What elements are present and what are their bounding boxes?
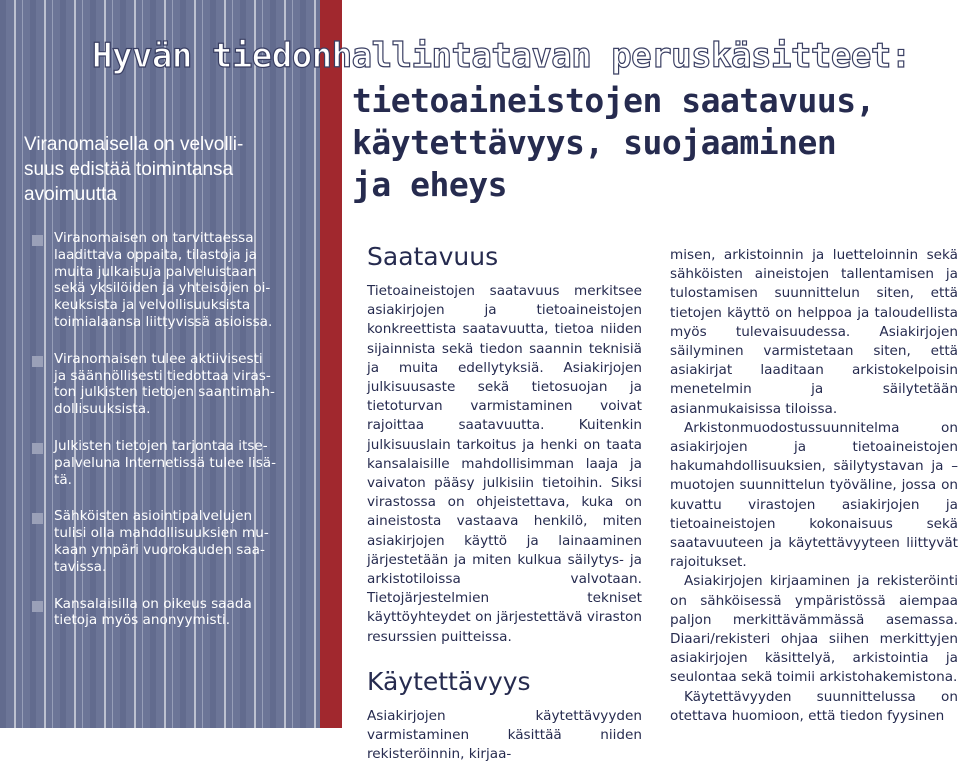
bullet-line: Kansalaisilla on oikeus saada <box>54 595 252 612</box>
body-paragraph: Asiakirjojen kirjaaminen ja rekisteröinti on sähköisessä ympäristössä aiempaa paljon merkittävämmässä asemassa. Diaari/rekisteri ohjaa siihen merkittyjen asiakirjojen käsittelyä, arkistointia ja seulontaa sekä toimii arkistohakemistona. <box>670 573 958 686</box>
bullet-line: dollisuuksista. <box>54 401 151 418</box>
section-heading-saatavuus: Saatavuus <box>367 242 499 271</box>
bullet-line: toimialaansa liittyvissä asioissa. <box>54 313 273 330</box>
bullet-line: ja säännöllisesti tiedottaa viras- <box>54 367 271 384</box>
square-bullet-icon <box>32 513 43 524</box>
intro-line: suus edistää toimintansa <box>24 159 234 180</box>
bullet-item <box>26 351 311 418</box>
body-paragraph: misen, arkistoinnin ja luetteloinnin sekä sähköisten aineistojen tallentamisen ja tulostamisen suunnittelun siten, että tietojen käyttö on helppoa ja taloudellista myös tulevaisuudessa. Asiakirjojen säilyminen varmistetaan siten, että asiakirjat laaditaan arkistokelpoisin menetelmin ja säilytetään asianmukaisissa tiloissa. <box>670 247 958 417</box>
intro-line: avoimuutta <box>24 184 117 205</box>
page-title: Hyvän tiedonhallintatavan peruskäsitteet: <box>92 36 911 76</box>
bullet-line: Viranomaisen on tarvittaessa <box>54 230 254 246</box>
red-band <box>320 0 342 728</box>
subtitle-line: ja eheys <box>352 165 507 204</box>
bullet-line: palveluna Internetissä tulee lisä- <box>54 454 277 471</box>
subtitle-line: tietoaineistojen saatavuus, <box>352 81 875 120</box>
bullet-line: muita julkaisuja palveluistaan <box>54 263 257 280</box>
section-heading-kaytettavyys: Käytettävyys <box>367 666 531 696</box>
bullet-line: tulisi olla mahdollisuuksien mu- <box>54 525 269 542</box>
bullet-line: laadittava oppaita, tilastoja ja <box>54 246 257 263</box>
square-bullet-icon <box>32 235 43 246</box>
article-column-2 <box>670 246 958 726</box>
body-paragraph: Arkistonmuodostussuunnitelma on asiakirjojen ja tietoaineistojen hakumahdollisuuksien, säilytystavan ja –muotojen suunnittelun työväline, jossa on kuvattu virastojen asiakirjojen ja tietoaineistojen kokonaisuus sekä saatavuuteen ja käytettävyyteen liittyvät rajoitukset. <box>670 419 958 571</box>
bullet-line: sekä yksilöiden ja yhteisöjen oi- <box>54 280 271 297</box>
sidebar-bullet-list <box>26 230 311 649</box>
bullet-line: tietoja myös anonyymisti. <box>54 612 231 629</box>
subtitle-line: käytettävyys, suojaaminen <box>352 123 837 162</box>
bullet-line: tavissa. <box>54 558 107 575</box>
body-paragraph: Asiakirjojen käytettävyyden varmistaminen käsittää niiden rekisteröinnin, kirjaa- <box>367 707 642 763</box>
square-bullet-icon <box>32 601 43 612</box>
sidebar-intro <box>24 132 299 207</box>
square-bullet-icon <box>32 356 43 367</box>
bullet-item <box>26 230 311 331</box>
bullet-item <box>26 596 311 630</box>
bullet-line: Sähköisten asiointipalvelujen <box>54 508 253 525</box>
bullet-line: keuksista ja velvollisuuksista <box>54 297 251 314</box>
article-column-1 <box>367 240 642 764</box>
intro-line: Viranomaisella on velvolli- <box>24 134 244 155</box>
square-bullet-icon <box>32 443 43 454</box>
body-paragraph: Tietoaineistojen saatavuus merkitsee asiakirjojen ja tietoaineistojen konkreettista saatavuutta, tietoa niiden sijainnista sekä tiedon saannin teknisiä ja muita edellytyksiä. Asiakirjojen julkisuusaste sekä tietosuojan ja tietoturvan varmistaminen voivat rajoittaa saatavuutta. Kuitenkin julkisuuslain tarkoitus ja henki on taata kansalaisille mahdollisimman laaja ja vaivaton pääsy julkisiin tietoihin. Siksi virastossa on ohjeistettava, kuka on aineistosta vastaava henkilö, miten asiakirjojen käyttö ja lainaaminen järjestetään ja miten kulkua säilytys- ja arkistotiloissa valvotaan. Tietojärjestelmien tekniset käyttöyhteydet on järjestettävä viraston resurssien puitteissa. <box>367 283 642 645</box>
page-subtitle <box>352 80 912 206</box>
body-paragraph: Käytettävyyden suunnittelussa on otettava huomioon, että tiedon fyysinen <box>670 688 958 724</box>
bullet-line: ton julkisten tietojen saantimah- <box>54 384 275 401</box>
bullet-item <box>26 438 311 488</box>
bullet-item <box>26 508 311 575</box>
bullet-line: kaan ympäri vuorokauden saa- <box>54 541 265 558</box>
bullet-line: Viranomaisen tulee aktiivisesti <box>54 350 263 367</box>
bullet-line: tä. <box>54 471 72 488</box>
bullet-line: Julkisten tietojen tarjontaa itse- <box>54 437 268 454</box>
